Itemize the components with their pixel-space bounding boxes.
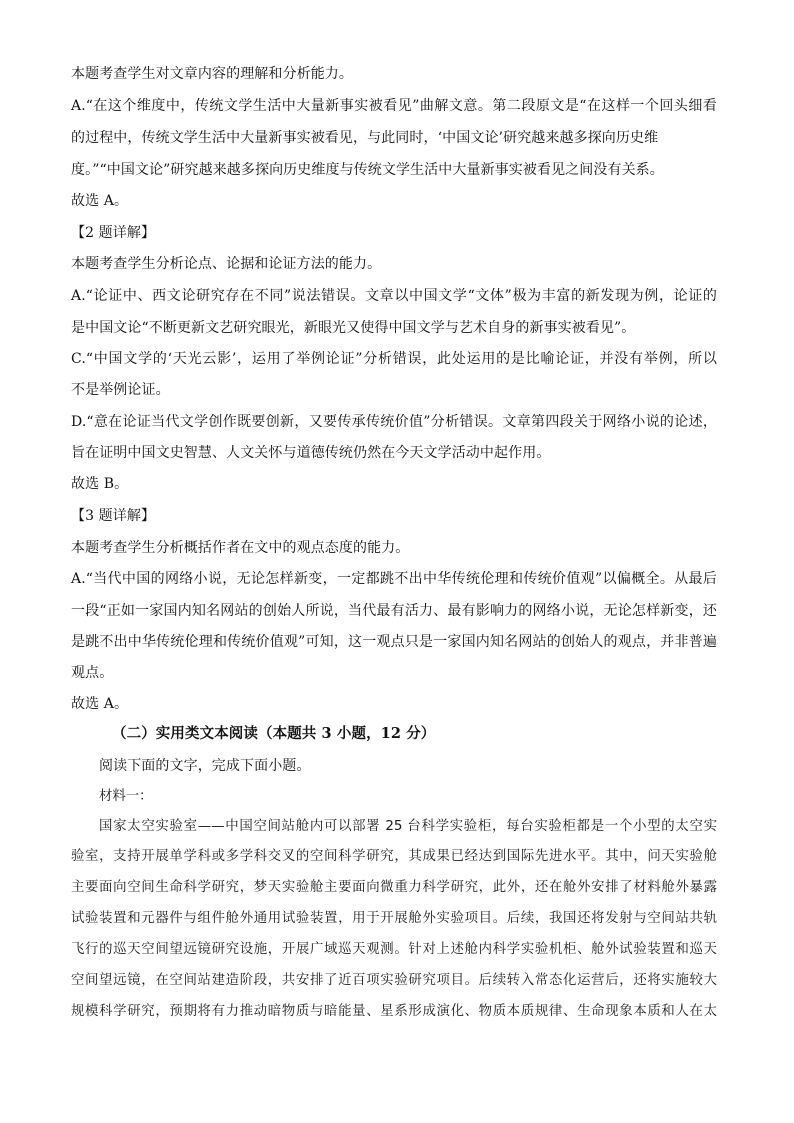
answer-line: 故选 A。	[71, 193, 129, 209]
analysis-line-20: 观点。	[71, 665, 114, 681]
material-line-1: 国家太空实验室——中国空间站舱内可以部署 25 台科学实验柜，每台实验柜都是一个小型的太空实	[99, 819, 717, 834]
section-instruction: 阅读下面的文字，完成下面小题。	[99, 758, 311, 774]
analysis-line-3: 的过程中，传统文学生活中大量新事实被看见，与此同时，‘中国文论’研究越来越多探向历史维	[71, 130, 659, 146]
analysis-line-4: 度。”“中国文论”研究越来越多探向历史维度与传统文学生活中大量新事实被看见之间没有关系。	[71, 162, 664, 178]
answer-line: 故选 A。	[71, 696, 129, 712]
analysis-line-16: 本题考查学生分析概括作者在文中的观点态度的能力。	[71, 540, 410, 556]
section-heading: （二）实用类文本阅读（本题共 3 小题，12 分）	[112, 725, 436, 742]
material-line-2: 验室，支持开展单学科或多学科交叉的空间科学研究，其成果已经达到国际先进水平。其中，问天实验舱	[71, 849, 717, 864]
analysis-line-13: 旨在证明中国文史智慧、人文关怀与道德传统仍然在今天文学活动中起作用。	[71, 445, 551, 461]
question-3-header: 【3 题详解】	[71, 508, 156, 524]
material-line-3: 主要面向空间生命科学研究，梦天实验舱主要面向微重力科学研究，此外，还在舱外安排了材料舱外暴露	[71, 880, 717, 895]
material-label: 材料一：	[99, 789, 153, 804]
analysis-line-7: 本题考查学生分析论点、论据和论证方法的能力。	[71, 256, 382, 272]
analysis-line-12: D.“意在论证当代文学创作既要创新，又要传承传统价值”分析错误。文章第四段关于网络小说的论述，	[71, 414, 717, 430]
analysis-line-11: 不是举例论证。	[71, 382, 170, 398]
question-2-header: 【2 题详解】	[71, 225, 156, 241]
analysis-line-1: 本题考查学生对文章内容的理解和分析能力。	[71, 66, 353, 82]
material-line-5: 飞行的巡天空间望远镜研究设施，开展广域巡天观测。针对上述舱内科学实验机柜、舱外试验装置和巡天	[71, 942, 717, 957]
material-line-6: 空间望远镜，在空间站建造阶段，共安排了近百项实验研究项目。后续转入常态化运营后，还将实施较大	[71, 973, 717, 988]
analysis-line-17: A.“当代中国的网络小说，无论怎样新变，一定都跳不出中华传统伦理和传统价值观”以偏概全。从最后	[71, 571, 717, 587]
analysis-line-9: 是中国文论“不断更新文艺研究眼光，新眼光又使得中国文学与艺术自身的新事实被看见”。	[71, 320, 636, 336]
analysis-line-10: C.“中国文学的‘天光云影’，运用了举例论证”分析错误，此处运用的是比喻论证，并没有举例，所以	[71, 351, 717, 367]
analysis-line-2: A.“在这个维度中，传统文学生活中大量新事实被看见”曲解文意。第二段原文是“在这样一个回头细看	[71, 98, 717, 114]
analysis-line-19: 是跳不出中华传统伦理和传统价值观”可知，这一观点只是一家国内知名网站的创始人的观点，并非普遍	[71, 634, 717, 650]
material-line-7: 规模科学研究，预期将有力推动暗物质与暗能量、星系形成演化、物质本质规律、生命现象本质和人在太	[71, 1004, 717, 1019]
analysis-line-18: 一段“正如一家国内知名网站的创始人所说，当代最有活力、最有影响力的网络小说，无论怎样新变，还	[71, 603, 717, 619]
answer-line: 故选 B。	[71, 476, 129, 492]
analysis-line-8: A.“论证中、西文论研究存在不同”说法错误。文章以中国文学“文体”极为丰富的新发现为例，论证的	[71, 288, 717, 304]
material-line-4: 试验装置和元器件与组件舱外通用试验装置，用于开展舱外实验项目。后续，我国还将发射与空间站共轨	[71, 911, 717, 926]
